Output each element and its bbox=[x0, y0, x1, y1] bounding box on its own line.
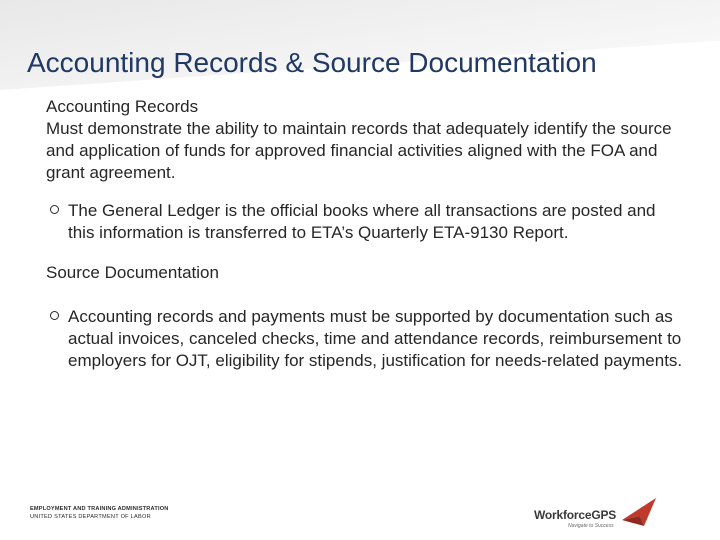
workforcegps-tagline: Navigate to Success bbox=[568, 523, 614, 529]
eta-dol-footer-logo bbox=[30, 506, 180, 521]
agency-name-line: EMPLOYMENT AND TRAINING ADMINISTRATION bbox=[30, 506, 169, 512]
navigation-arrow-icon bbox=[616, 496, 660, 528]
hollow-circle-bullet-icon bbox=[50, 311, 59, 320]
general-ledger-text: The General Ledger is the official books where all transactions are posted and this information is transferred to ETA’s Quarterly ETA-9130 Report. bbox=[68, 201, 656, 242]
hollow-circle-bullet-icon bbox=[50, 205, 59, 214]
source-documentation-text: Accounting records and payments must be supported by documentation such as actual invoices, canceled checks, time and attendance records, reimbursement to employers for OJT, eligibility for stipends, justification for needs-related payments. bbox=[68, 307, 683, 370]
source-documentation-heading: Source Documentation bbox=[46, 263, 219, 282]
department-name-line: UNITED STATES DEPARTMENT OF LABOR bbox=[30, 514, 151, 520]
general-ledger-bullet bbox=[46, 200, 686, 244]
slide-content bbox=[46, 96, 686, 372]
slide-title: Accounting Records & Source Documentation bbox=[27, 47, 597, 78]
source-documentation-bullet bbox=[46, 306, 686, 372]
accounting-records-heading: Accounting Records bbox=[46, 97, 199, 116]
accounting-records-description: Must demonstrate the ability to maintain records that adequately identify the source and application of funds for approved financial activities aligned with the FOA and grant agreement. bbox=[46, 119, 672, 182]
workforcegps-wordmark: WorkforceGPS bbox=[534, 508, 617, 522]
workforcegps-logo bbox=[534, 496, 694, 530]
